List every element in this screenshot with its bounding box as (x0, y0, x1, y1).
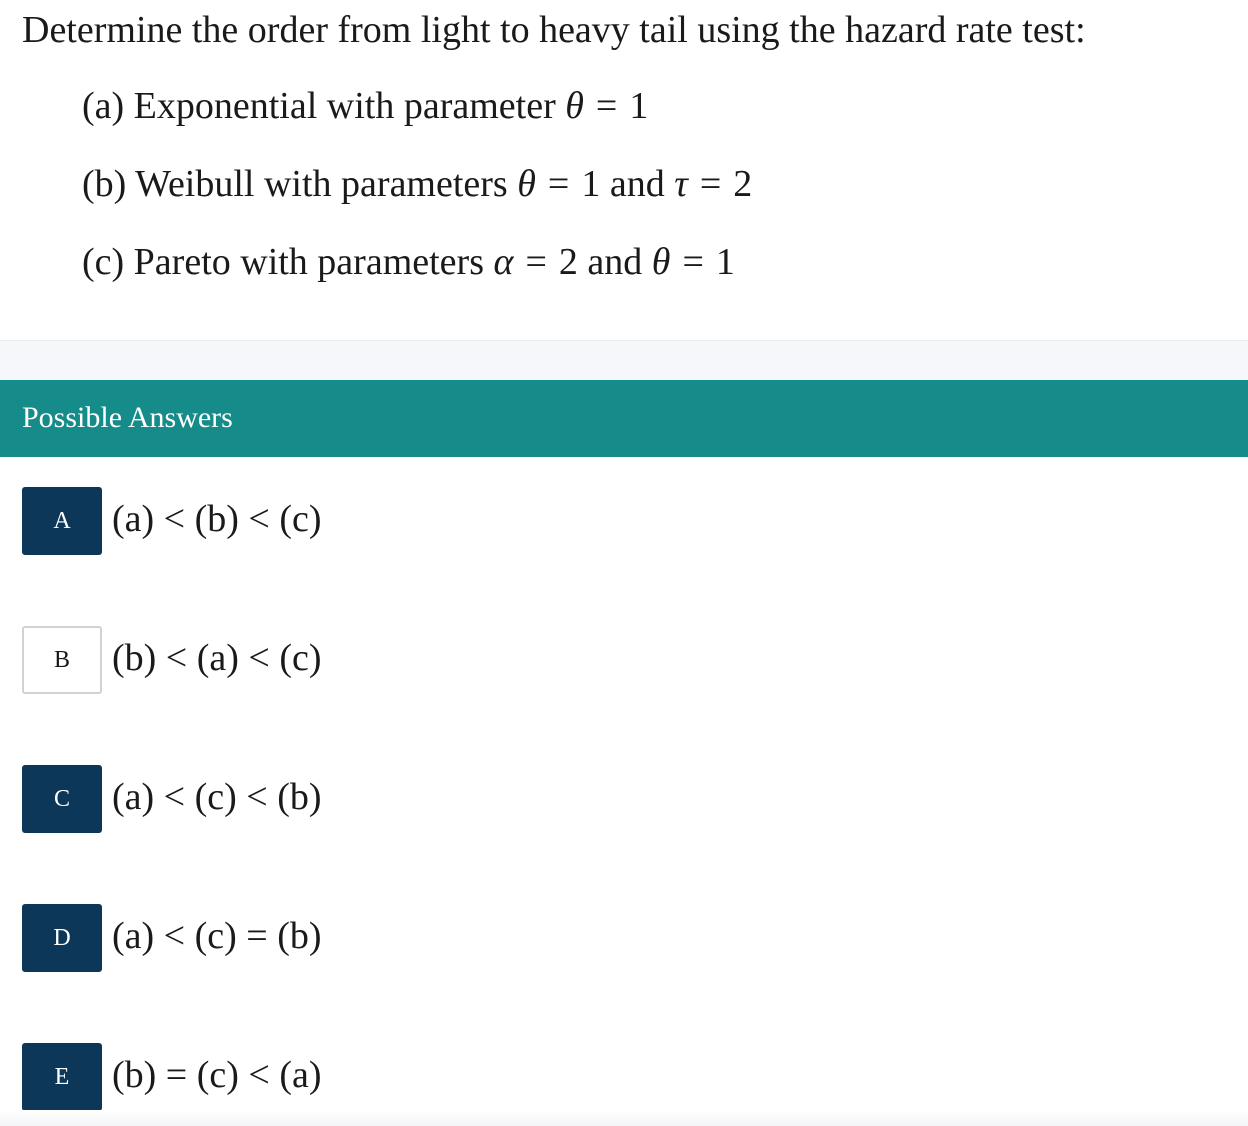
choice-text: (a) < (c) < (b) (112, 776, 322, 818)
question-panel (0, 0, 1248, 340)
math-value: 1 (581, 163, 601, 205)
math-symbol: θ (651, 241, 671, 283)
choice-text: (b) < (a) < (c) (112, 637, 322, 679)
choice-letter-box[interactable]: D (22, 904, 102, 972)
question-prompt: Determine the order from light to heavy tail using the hazard rate test: (22, 9, 1086, 51)
answer-choice-b[interactable] (22, 626, 1122, 694)
answer-choice-d[interactable] (22, 904, 1122, 972)
math-relation: = (595, 85, 618, 127)
math-value: 2 (558, 241, 578, 283)
answer-choice-a[interactable] (22, 487, 1122, 555)
part-label: (a) Exponential with parameter (82, 85, 566, 127)
math-symbol: θ (565, 85, 584, 127)
math-symbol: α (493, 241, 514, 283)
math-value: 1 (715, 241, 735, 283)
answers-header (0, 380, 1248, 457)
math-relation: = (525, 241, 547, 283)
math-relation: = (682, 241, 704, 283)
math-value: 1 (629, 85, 649, 127)
choice-text: (a) < (c) = (b) (112, 915, 322, 957)
choice-letter-box[interactable]: A (22, 487, 102, 555)
question-part-a (82, 84, 648, 128)
question-part-c (82, 240, 735, 284)
choice-letter-box[interactable]: E (22, 1043, 102, 1111)
math-joiner: and (577, 241, 652, 283)
question-part-b (82, 162, 752, 206)
part-label: (b) Weibull with parameters (82, 163, 518, 205)
math-symbol: τ (674, 163, 688, 205)
math-relation: = (699, 163, 722, 205)
section-divider (0, 340, 1248, 381)
choice-letter-box[interactable]: B (22, 626, 102, 694)
math-symbol: θ (517, 163, 536, 205)
math-relation: = (547, 163, 570, 205)
choice-text: (b) = (c) < (a) (112, 1054, 322, 1096)
math-value: 2 (733, 163, 753, 205)
answer-choice-e[interactable] (22, 1043, 1122, 1111)
bottom-fade (0, 1110, 1248, 1126)
answer-choice-c[interactable] (22, 765, 1122, 833)
answers-header-title: Possible Answers (22, 401, 233, 434)
choice-text: (a) < (b) < (c) (112, 498, 322, 540)
math-joiner: and (600, 163, 675, 205)
part-label: (c) Pareto with parameters (82, 241, 494, 283)
choice-letter-box[interactable]: C (22, 765, 102, 833)
